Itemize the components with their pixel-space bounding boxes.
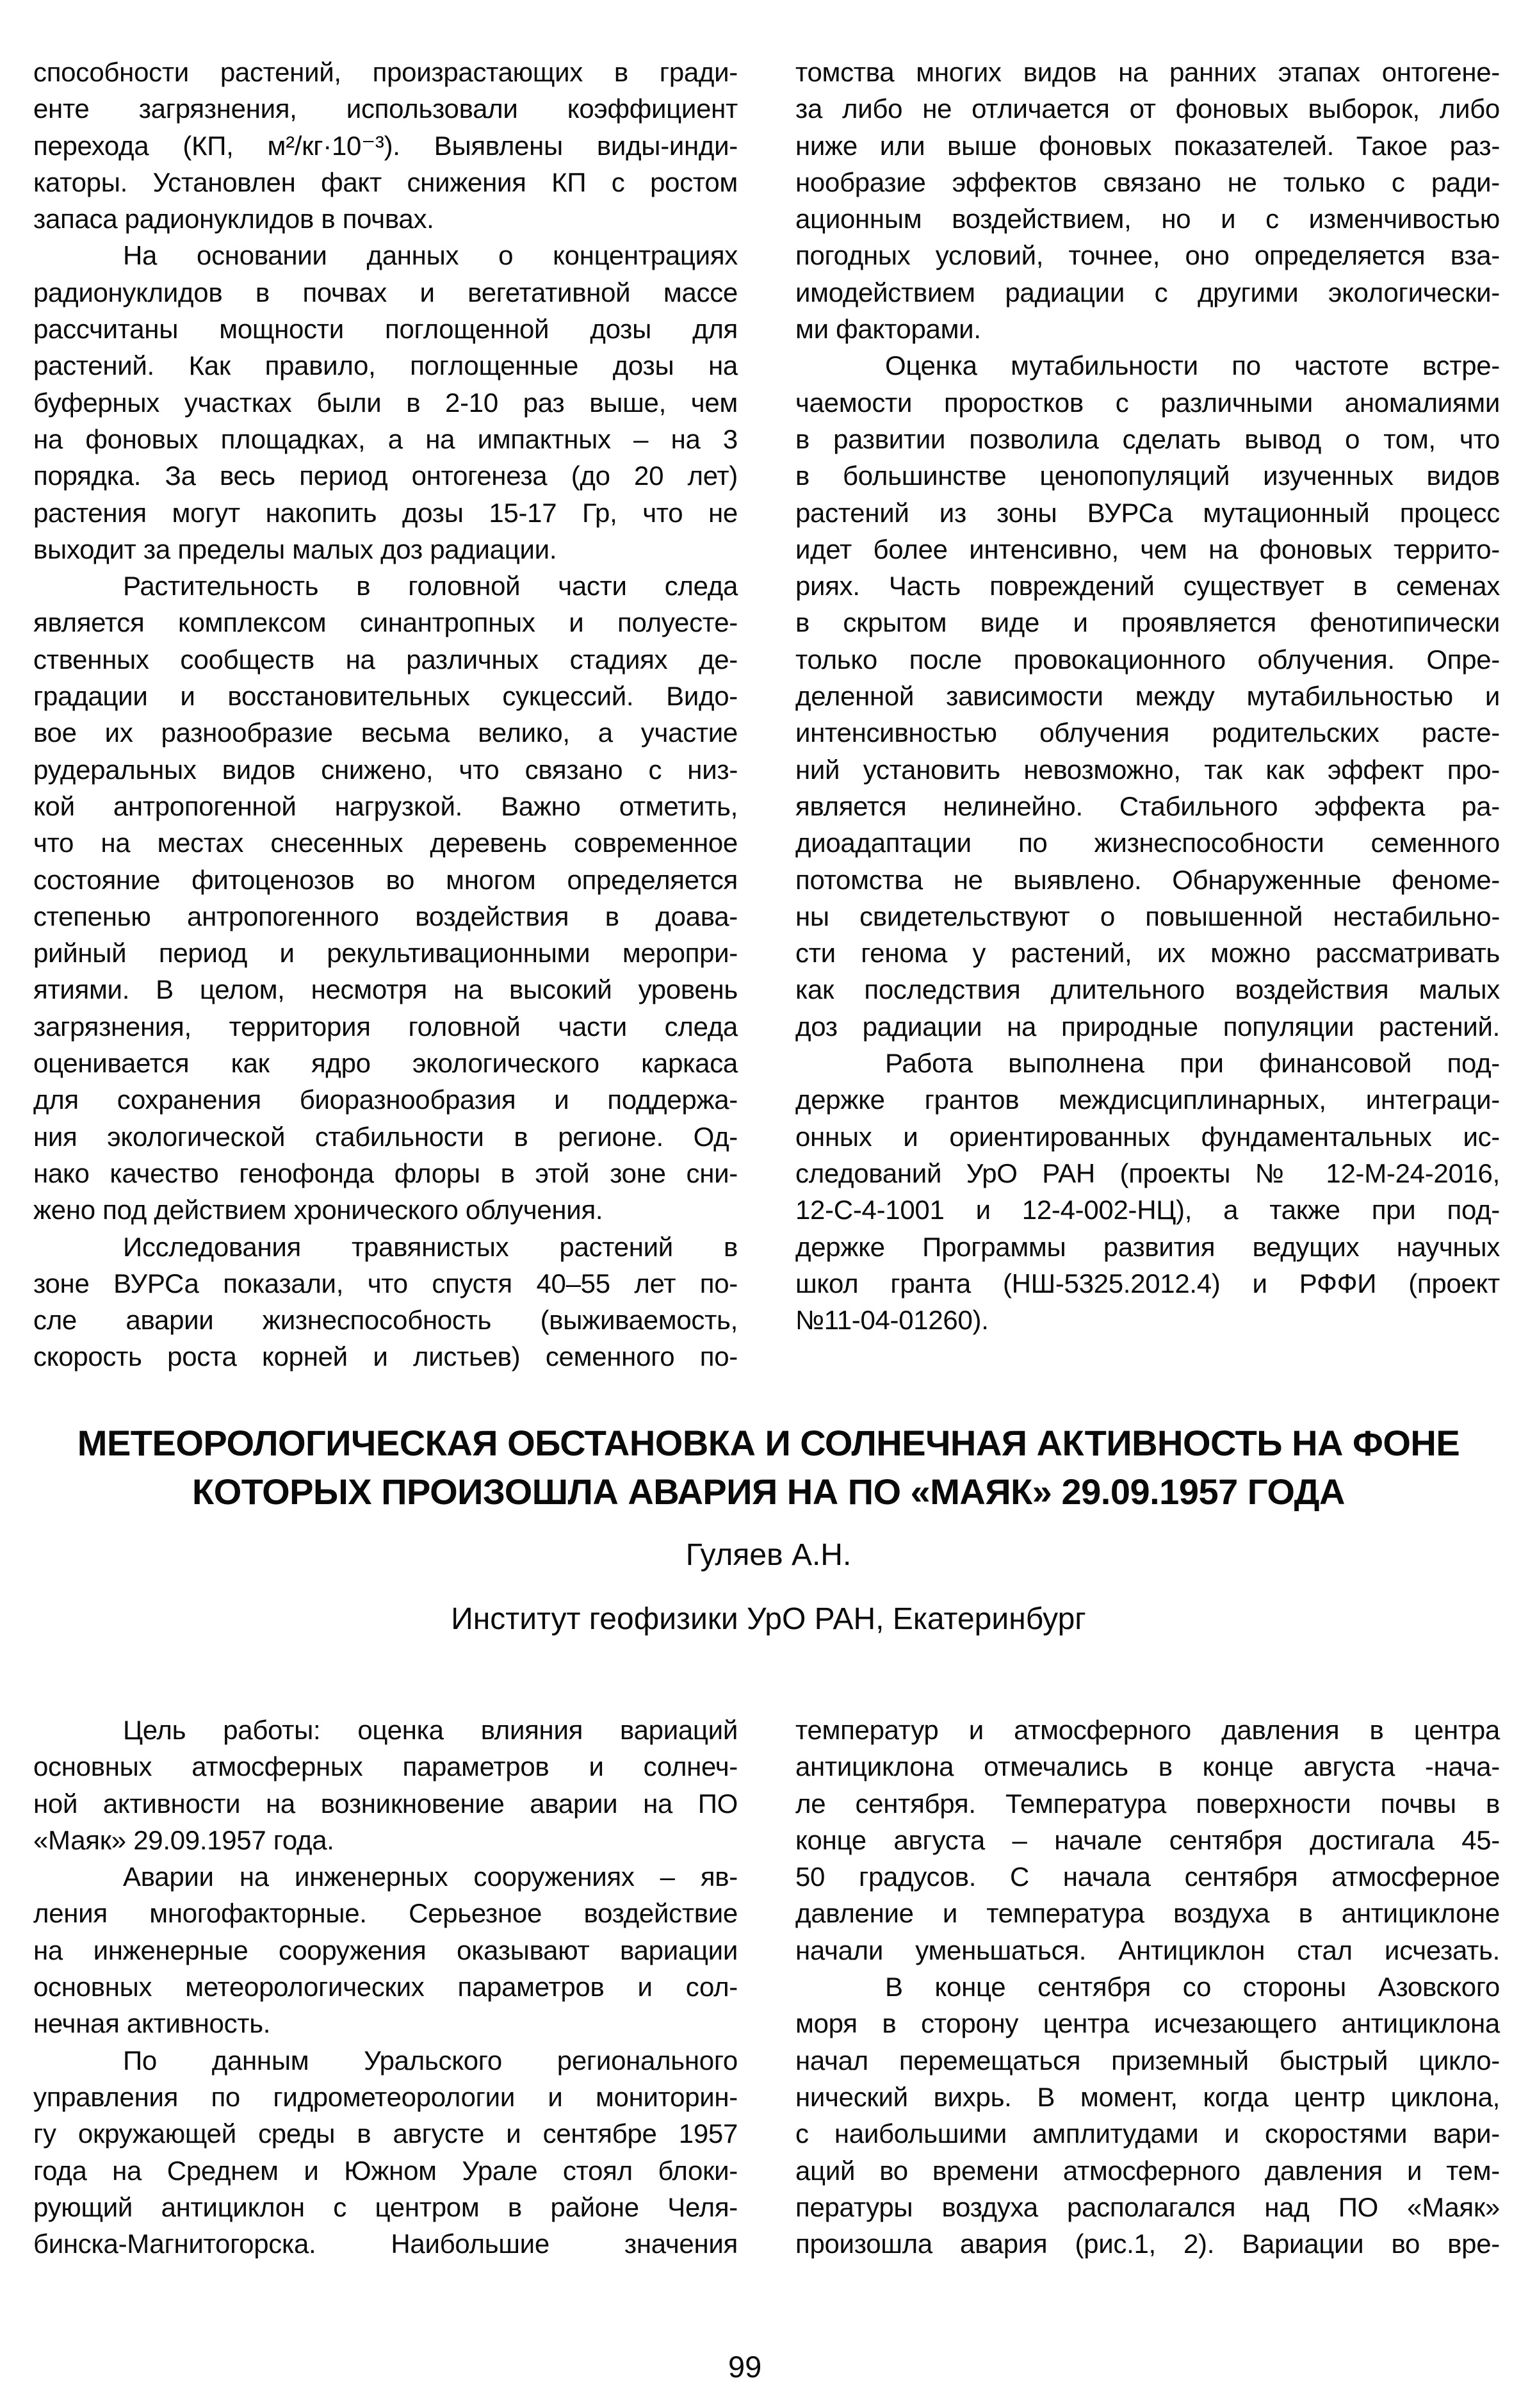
text-line: ний установить невозможно, так как эффект про-	[795, 754, 1500, 785]
text-line: потомства не выявлено. Обнаруженные феноме-	[795, 864, 1500, 895]
text-line: выходит за пределы малых доз радиации.	[33, 534, 557, 564]
text-line: ния экологической стабильности в регионе. Од-	[33, 1121, 738, 1152]
text-line: енте загрязнения, использовали коэффициент	[33, 94, 738, 124]
text-line: радионуклидов в почвах и вегетативной массе	[33, 277, 738, 307]
text-line: рудеральных видов снижено, что связано с низ-	[33, 754, 738, 785]
text-line: кой антропогенной нагрузкой. Важно отметить,	[33, 790, 738, 821]
text-line: По данным Уральского регионального	[123, 2045, 738, 2076]
text-line: гу окружающей среды в августе и сентябре 1957	[33, 2118, 738, 2149]
text-line: перехода (КП, м²/кг·10⁻³). Выявлены виды-инди-	[33, 130, 738, 161]
text-line: только после провокационного облучения. Опре-	[795, 644, 1500, 675]
text-line: 12-С-4-1001 и 12-4-002-НЦ), а также при под-	[795, 1195, 1500, 1225]
text-line: На основании данных о концентрациях	[123, 240, 738, 271]
text-line: Аварии на инженерных сооружениях – яв-	[123, 1862, 738, 1892]
text-line: диоадаптации по жизнеспособности семенного	[795, 828, 1500, 858]
text-line: рующий антициклон с центром в районе Челя-	[33, 2191, 738, 2222]
text-line: следований УрО РАН (проекты № 12-М-24-2016,	[795, 1158, 1500, 1188]
text-line: конце августа – начале сентября достигала 45-	[795, 1824, 1500, 1855]
text-line: давление и температура воздуха в антициклоне	[795, 1898, 1500, 1929]
text-line: Оценка мутабильности по частоте встре-	[885, 350, 1500, 381]
text-line: моря в сторону центра исчезающего антициклона	[795, 2008, 1500, 2039]
text-line: что на местах снесенных деревень современное	[33, 828, 738, 858]
text-line: ми факторами.	[795, 314, 981, 345]
text-line: на инженерные сооружения оказывают вариации	[33, 1935, 738, 1965]
text-line: основных метеорологических параметров и сол-	[33, 1972, 738, 2003]
text-line: чаемости проростков с различными аномалиями	[795, 387, 1500, 418]
text-line: за либо не отличается от фоновых выборок, либо	[795, 94, 1500, 124]
text-line: рийный период и рекультивационными меропри-	[33, 938, 738, 969]
top-article-left-column	[33, 54, 738, 1375]
text-line: ления многофакторные. Серьезное воздействие	[33, 1898, 738, 1929]
text-line: держке Программы развития ведущих научных	[795, 1231, 1500, 1262]
text-line: деленной зависимости между мутабильностью и	[795, 681, 1500, 712]
text-line: загрязнения, территория головной части следа	[33, 1011, 738, 1042]
text-line: томства многих видов на ранних этапах онтогене-	[795, 57, 1500, 87]
text-line: в скрытом виде и проявляется фенотипически	[795, 607, 1500, 638]
text-line: основных атмосферных параметров и солнеч-	[33, 1751, 738, 1782]
text-line: сле аварии жизнеспособность (выживаемость,	[33, 1305, 738, 1336]
text-line: аций во времени атмосферного давления и тем-	[795, 2155, 1500, 2186]
text-line: Работа выполнена при финансовой под-	[885, 1048, 1500, 1079]
bottom-article-left-column	[33, 1712, 738, 2262]
text-line: ятиями. В целом, несмотря на высокий уровень	[33, 974, 738, 1005]
text-line: порядка. За весь период онтогенеза (до 20 лет)	[33, 461, 738, 491]
text-line: оценивается как ядро экологического каркаса	[33, 1048, 738, 1079]
author-name: Гуляев А.Н.	[685, 1538, 852, 1572]
text-line: растений. Как правило, поглощенные дозы на	[33, 350, 738, 381]
text-line: пературы воздуха располагался над ПО «Маяк»	[795, 2191, 1500, 2222]
text-line: ственных сообществ на различных стадиях де-	[33, 644, 738, 675]
text-line: является нелинейно. Стабильного эффекта ра-	[795, 790, 1500, 821]
text-line: ной активности на возникновение аварии на ПО	[33, 1788, 738, 1819]
section-title	[0, 1419, 1537, 1516]
text-line: в развитии позволила сделать вывод о том, что	[795, 423, 1500, 454]
text-line: для сохранения биоразнообразия и поддержа-	[33, 1085, 738, 1115]
text-line: нако качество генофонда флоры в этой зоне сни-	[33, 1158, 738, 1188]
text-line: нечная активность.	[33, 2008, 271, 2039]
text-line: способности растений, произрастающих в гради-	[33, 57, 738, 87]
top-article-right-column	[795, 54, 1500, 1338]
text-line: нообразие эффектов связано не только с ради-	[795, 167, 1500, 197]
text-line: «Маяк» 29.09.1957 года.	[33, 1824, 334, 1855]
text-line: как последствия длительного воздействия малых	[795, 974, 1500, 1005]
text-line: буферных участках были в 2-10 раз выше, чем	[33, 387, 738, 418]
text-line: растения могут накопить дозы 15-17 Гр, что не	[33, 497, 738, 528]
text-line: бинска-Магнитогорска. Наибольшие значения	[33, 2229, 738, 2259]
text-line: онных и ориентированных фундаментальных ис-	[795, 1121, 1500, 1152]
text-line: рассчитаны мощности поглощенной дозы для	[33, 314, 738, 345]
text-line: в большинстве ценопопуляций изученных видов	[795, 461, 1500, 491]
text-line: №11-04-01260).	[795, 1305, 989, 1336]
text-line: 50 градусов. С начала сентября атмосферное	[795, 1862, 1500, 1892]
text-line: зоне ВУРСа показали, что спустя 40–55 лет по-	[33, 1268, 738, 1298]
text-line: градации и восстановительных сукцессий. Видо-	[33, 681, 738, 712]
text-line: интенсивностью облучения родительских расте-	[795, 717, 1500, 748]
text-line: скорость роста корней и листьев) семенного по-	[33, 1341, 738, 1372]
text-line: ационным воздействием, но и с изменчивостью	[795, 204, 1500, 234]
bottom-article-right-column	[795, 1712, 1500, 2262]
text-line: доз радиации на природные популяции растений.	[795, 1011, 1500, 1042]
text-line: сти генома у растений, их можно рассматривать	[795, 938, 1500, 969]
text-line: является комплексом синантропных и полуесте-	[33, 607, 738, 638]
text-line: температур и атмосферного давления в центра	[795, 1715, 1500, 1745]
text-line: произошла авария (рис.1, 2). Вариации во вре-	[795, 2229, 1500, 2259]
text-line: идет более интенсивно, чем на фоновых террито-	[795, 534, 1500, 564]
text-line: растений из зоны ВУРСа мутационный процесс	[795, 497, 1500, 528]
text-line: степенью антропогенного воздействия в доава-	[33, 901, 738, 931]
text-line: ле сентября. Температура поверхности почвы в	[795, 1788, 1500, 1819]
text-line: вое их разнообразие весьма велико, а участие	[33, 717, 738, 748]
text-line: нический вихрь. В момент, когда центр циклона,	[795, 2081, 1500, 2112]
text-line: имодействием радиации с другими экологически-	[795, 277, 1500, 307]
text-line: запаса радионуклидов в почвах.	[33, 204, 434, 234]
text-line: ны свидетельствуют о повышенной нестабильно-	[795, 901, 1500, 931]
text-line: начал перемещаться приземный быстрый цикло-	[795, 2045, 1500, 2076]
text-line: В конце сентября со стороны Азовского	[885, 1972, 1500, 2003]
text-line: антициклона отмечались в конце августа -нача-	[795, 1751, 1500, 1782]
text-line: погодных условий, точнее, оно определяется вза-	[795, 240, 1500, 271]
text-line: состояние фитоценозов во многом определяется	[33, 864, 738, 895]
text-line: школ гранта (НШ-5325.2012.4) и РФФИ (проект	[795, 1268, 1500, 1298]
text-line: каторы. Установлен факт снижения КП с ростом	[33, 167, 738, 197]
page-number: 99	[728, 2350, 762, 2384]
text-line: начали уменьшаться. Антициклон стал исчезать.	[795, 1935, 1500, 1965]
text-line: на фоновых площадках, а на импактных – на 3	[33, 423, 738, 454]
text-line: Исследования травянистых растений в	[123, 1231, 738, 1262]
text-line: Растительность в головной части следа	[123, 571, 738, 602]
text-line: Цель работы: оценка влияния вариаций	[123, 1715, 738, 1745]
text-line: жено под действием хронического облучения.	[33, 1195, 603, 1225]
text-line: риях. Часть повреждений существует в семенах	[795, 571, 1500, 602]
text-line: года на Среднем и Южном Урале стоял блоки-	[33, 2155, 738, 2186]
text-line: ниже или выше фоновых показателей. Такое раз-	[795, 130, 1500, 161]
text-line: управления по гидрометеорологии и мониторин-	[33, 2081, 738, 2112]
text-line: с наибольшими амплитудами и скоростями вари-	[795, 2118, 1500, 2149]
section-title-line-2: КОТОРЫХ ПРОИЗОШЛА АВАРИЯ НА ПО «МАЯК» 29.09.1957 ГОДА	[192, 1471, 1345, 1512]
section-title-line-1: МЕТЕОРОЛОГИЧЕСКАЯ ОБСТАНОВКА И СОЛНЕЧНАЯ АКТИВНОСТЬ НА ФОНЕ	[77, 1423, 1460, 1463]
text-line: держке грантов междисциплинарных, интеграци-	[795, 1085, 1500, 1115]
affiliation: Институт геофизики УрО РАН, Екатеринбург	[451, 1602, 1086, 1636]
